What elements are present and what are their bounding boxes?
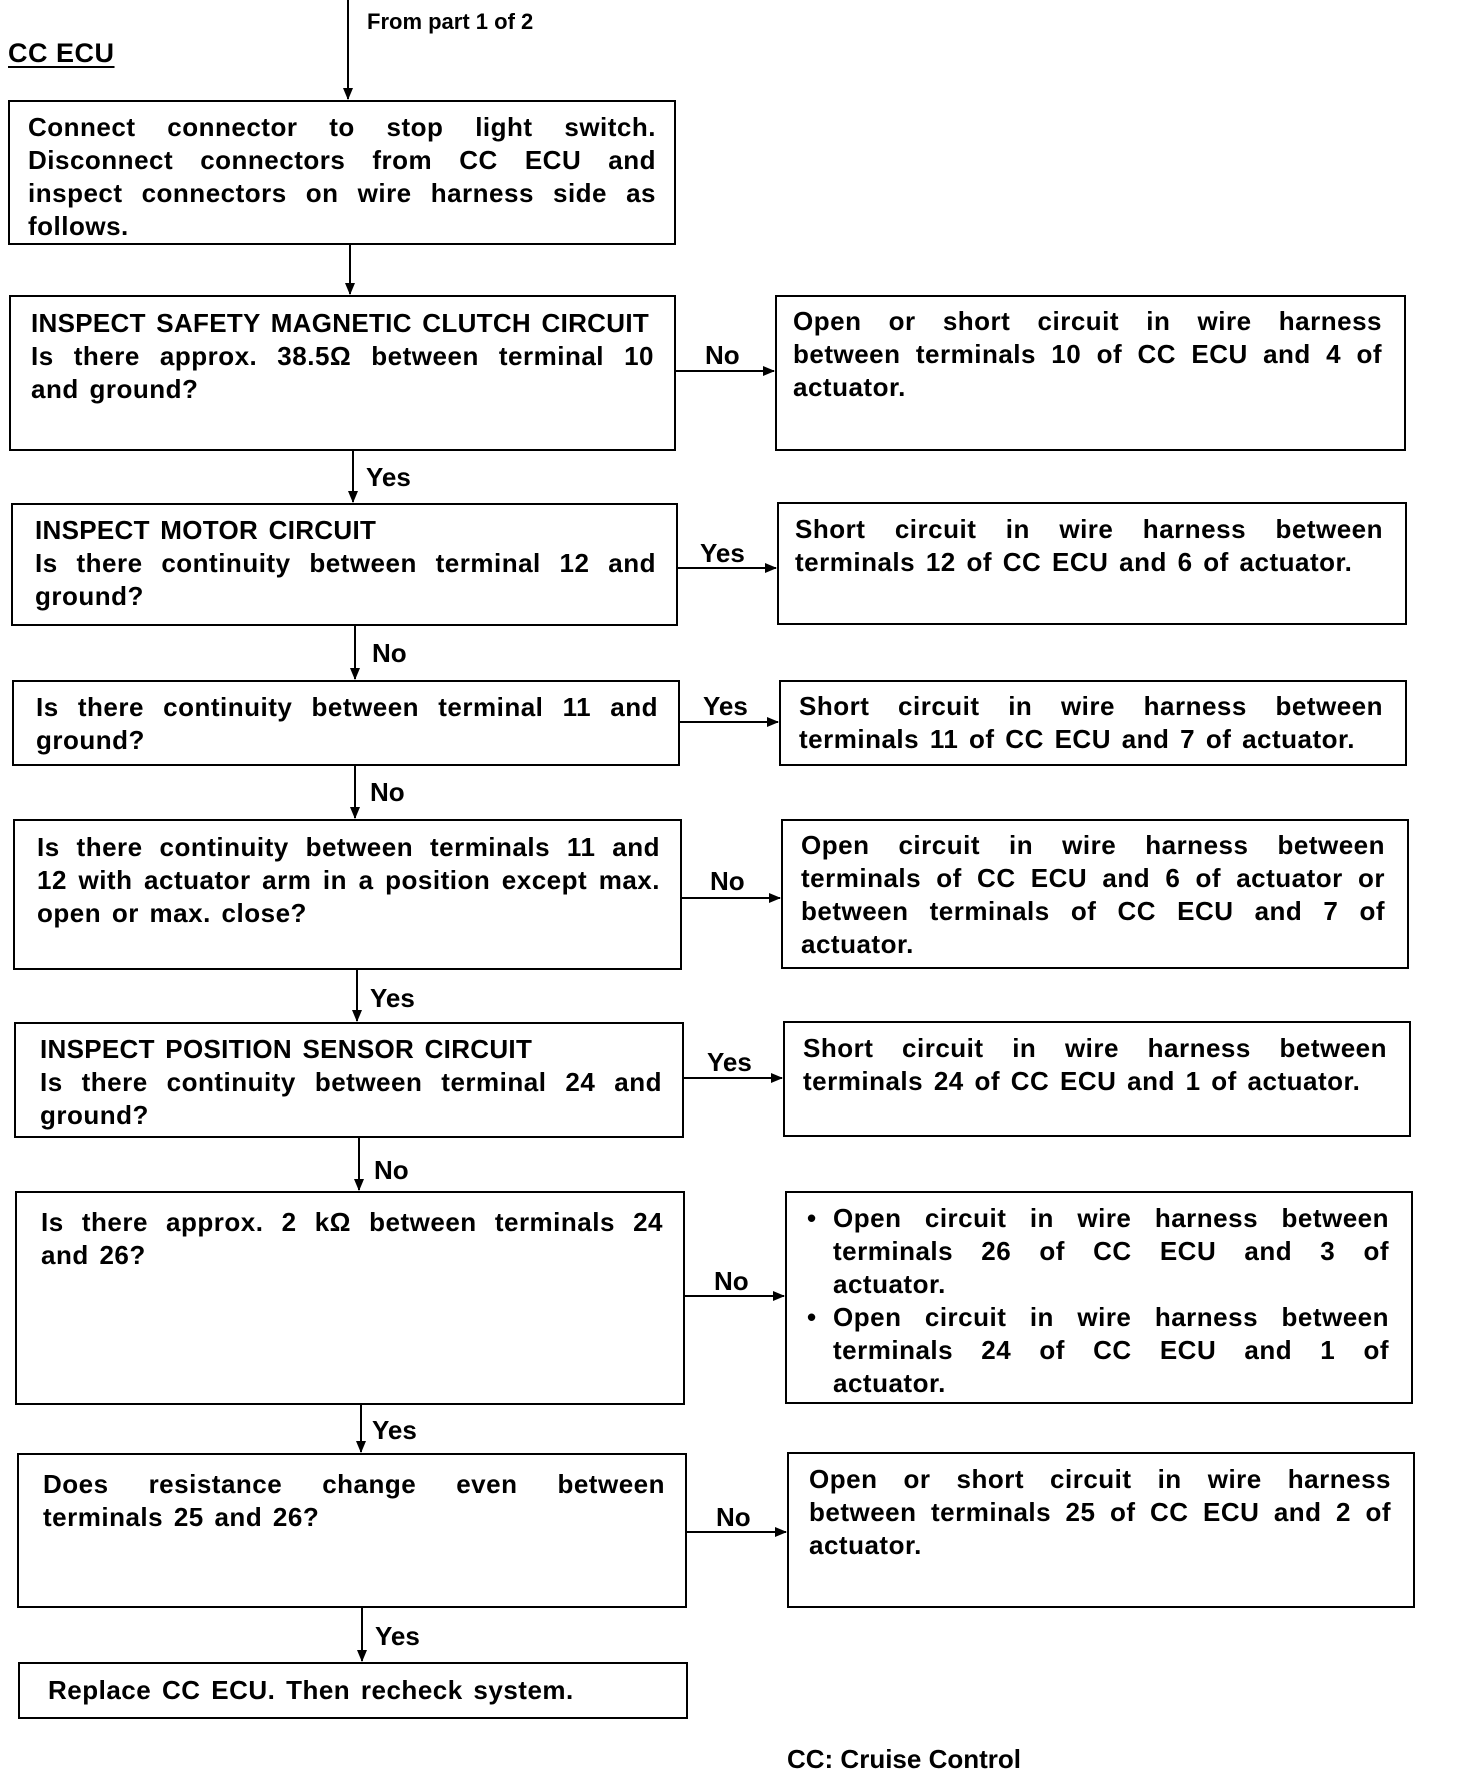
- step-inspect-safety-magnetic-clutch: [9, 295, 676, 451]
- result-short-terminal-11: [779, 680, 1407, 766]
- result-text: Short circuit in wire harness between terminals 12 of CC ECU and 6 of actuator.: [795, 514, 1383, 577]
- edge-label-no: No: [716, 1502, 751, 1532]
- edge-label-yes: Yes: [700, 538, 745, 568]
- edge-label-no: No: [372, 638, 407, 668]
- step-text: Replace CC ECU. Then recheck system.: [48, 1675, 574, 1705]
- step-text: Is there continuity between terminals 11 and 12 with actuator arm in a position except max. open or max. close?: [37, 832, 660, 928]
- result-text: Open or short circuit in wire harness between terminals 25 of CC ECU and 2 of actuator.: [809, 1464, 1391, 1560]
- step-inspect-motor-circuit: [11, 503, 678, 626]
- result-bullet-item: • Open circuit in wire harness between terminals 24 of CC ECU and 1 of actuator.: [833, 1301, 1389, 1400]
- step-text: Is there continuity between terminal 24 and ground?: [40, 1067, 662, 1130]
- result-bullet-item: • Open circuit in wire harness between terminals 26 of CC ECU and 3 of actuator.: [833, 1202, 1389, 1301]
- result-text: Open or short circuit in wire harness between terminals 10 of CC ECU and 4 of actuator.: [793, 306, 1382, 402]
- step-connect-connectors: [8, 100, 676, 245]
- step-text: Is there continuity between terminal 11 and ground?: [36, 692, 658, 755]
- step-replace-cc-ecu: [18, 1662, 688, 1719]
- step-text: Is there continuity between terminal 12 and ground?: [35, 548, 656, 611]
- step-inspect-position-sensor-circuit: [14, 1022, 684, 1138]
- edge-label-yes: Yes: [703, 691, 748, 721]
- result-short-terminal-24: [783, 1021, 1411, 1137]
- step-check-terminal-11: [12, 680, 680, 766]
- edge-label-no: No: [710, 866, 745, 896]
- edge-label-yes: Yes: [707, 1047, 752, 1077]
- step-text: Connect connector to stop light switch. Disconnect connectors from CC ECU and inspect connectors on wire harness side as follows.: [28, 112, 656, 241]
- step-check-terminals-11-12: [13, 819, 682, 970]
- result-open-short-terminal-25: [787, 1452, 1415, 1608]
- result-text: Open circuit in wire harness between terminals of CC ECU and 6 of actuator or between terminals of CC ECU and 7 of actuator.: [801, 830, 1385, 959]
- edge-label-yes: Yes: [375, 1621, 420, 1651]
- edge-label-no: No: [714, 1266, 749, 1296]
- from-part-note: From part 1 of 2: [367, 9, 534, 34]
- result-open-terminals-26-24: [785, 1191, 1413, 1404]
- edge-label-yes: Yes: [366, 462, 411, 492]
- result-open-terminals-6-7: [781, 819, 1409, 969]
- result-open-short-terminal-10: [775, 295, 1406, 451]
- step-check-resistance-change: [17, 1453, 687, 1608]
- result-short-terminal-12: [777, 502, 1407, 625]
- edge-label-no: No: [705, 340, 740, 370]
- result-bullet-list: [805, 1202, 1389, 1400]
- step-heading: INSPECT SAFETY MAGNETIC CLUTCH CIRCUIT: [31, 308, 650, 338]
- result-text: Short circuit in wire harness between terminals 24 of CC ECU and 1 of actuator.: [803, 1033, 1387, 1096]
- step-text: Does resistance change even between terminals 25 and 26?: [43, 1469, 665, 1532]
- edge-label-no: No: [374, 1155, 409, 1185]
- step-text: Is there approx. 38.5Ω between terminal 10 and ground?: [31, 341, 654, 404]
- edge-label-yes: Yes: [372, 1415, 417, 1445]
- step-text: Is there approx. 2 kΩ between terminals 24 and 26?: [41, 1207, 663, 1270]
- footnote-abbreviation: CC: Cruise Control: [787, 1744, 1021, 1774]
- edge-label-no: No: [370, 777, 405, 807]
- section-title: CC ECU: [8, 38, 115, 68]
- edge-label-yes: Yes: [370, 983, 415, 1013]
- step-heading: INSPECT MOTOR CIRCUIT: [35, 515, 377, 545]
- step-heading: INSPECT POSITION SENSOR CIRCUIT: [40, 1034, 533, 1064]
- result-text: Short circuit in wire harness between terminals 11 of CC ECU and 7 of actuator.: [799, 691, 1383, 754]
- step-check-2k-ohm: [15, 1191, 685, 1405]
